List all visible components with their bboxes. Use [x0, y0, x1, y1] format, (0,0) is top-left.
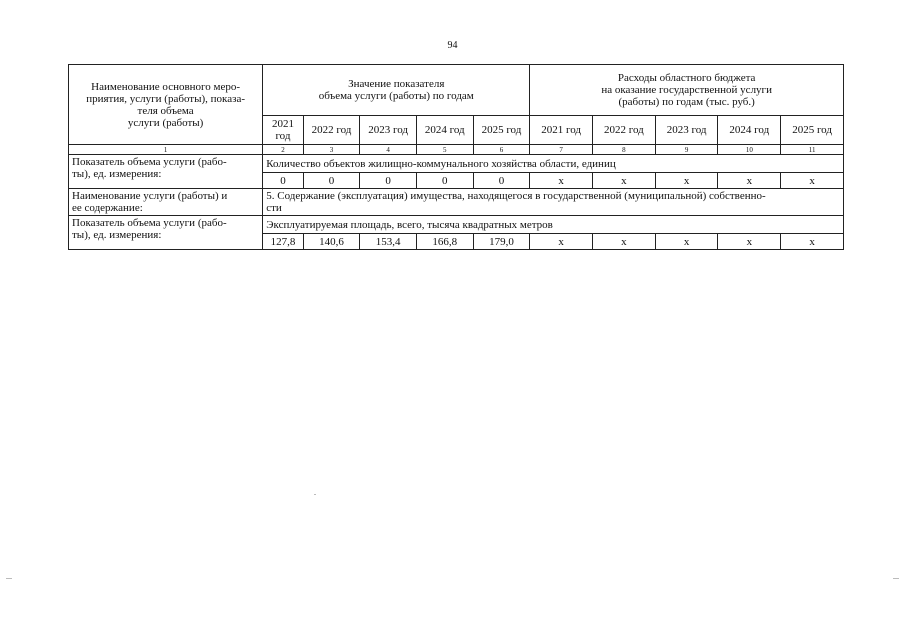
row-label-line: Показатель объема услуги (рабо- — [72, 156, 227, 168]
value-cell: х — [530, 234, 593, 250]
year-cell: 2025 год — [781, 116, 844, 145]
row-label-line: Наименование услуги (работы) и — [72, 190, 228, 202]
row-description — [263, 189, 844, 216]
year-line: 2021 — [271, 118, 294, 130]
column-number: 6 — [473, 145, 530, 155]
value-cell: 179,0 — [473, 234, 530, 250]
table-row — [69, 216, 844, 234]
column-number: 2 — [263, 145, 303, 155]
row-description-line: 5. Содержание (эксплуатация) имущества, находящегося в государственной (муниципальной) собственно- — [266, 190, 766, 202]
value-cell: х — [530, 173, 593, 189]
column-number-row — [69, 145, 844, 155]
value-cell: 0 — [473, 173, 530, 189]
header-indicator-line: объема услуги (работы) по годам — [318, 90, 474, 102]
header-budget-group — [530, 65, 844, 116]
column-number: 4 — [360, 145, 417, 155]
scan-mark — [893, 578, 899, 579]
value-cell: 153,4 — [360, 234, 417, 250]
row-description: Количество объектов жилищно-коммунального хозяйства области, единиц — [263, 155, 844, 173]
header-row — [69, 65, 844, 116]
row-label-line: ты), ед. измерения: — [72, 168, 162, 180]
year-cell: 2022 год — [303, 116, 360, 145]
scan-mark — [314, 494, 316, 495]
row-label-line: Показатель объема услуги (рабо- — [72, 217, 227, 229]
row-label — [69, 155, 263, 189]
value-cell: 0 — [303, 173, 360, 189]
column-number: 10 — [718, 145, 781, 155]
header-budget-line: на оказание государственной услуги — [601, 84, 772, 96]
header-name-column — [69, 65, 263, 145]
column-number: 1 — [69, 145, 263, 155]
row-label — [69, 216, 263, 250]
year-cell: 2025 год — [473, 116, 530, 145]
value-cell: х — [593, 234, 656, 250]
value-cell: 127,8 — [263, 234, 303, 250]
row-description-line: сти — [266, 202, 282, 214]
header-name-line: теля объема — [137, 104, 194, 117]
year-line: год — [275, 130, 291, 142]
year-cell: 2024 год — [416, 116, 473, 145]
column-number: 11 — [781, 145, 844, 155]
header-name-line: приятия, услуги (работы), показа- — [86, 92, 246, 105]
row-label — [69, 189, 263, 216]
header-indicator-line: Значение показателя — [348, 78, 445, 90]
column-number: 5 — [416, 145, 473, 155]
row-description: Эксплуатируемая площадь, всего, тысяча квадратных метров — [263, 216, 844, 234]
value-cell: х — [781, 234, 844, 250]
column-number: 9 — [655, 145, 718, 155]
column-number: 7 — [530, 145, 593, 155]
header-indicator-group — [263, 65, 530, 116]
budget-table — [68, 64, 844, 250]
value-cell: х — [593, 173, 656, 189]
value-cell: 140,6 — [303, 234, 360, 250]
page-number: 94 — [447, 40, 458, 51]
scan-mark — [6, 578, 12, 579]
value-cell: 0 — [263, 173, 303, 189]
row-label-line: ты), ед. измерения: — [72, 229, 162, 241]
value-cell: 0 — [360, 173, 417, 189]
header-name-line: Наименование основного меро- — [91, 80, 241, 93]
table-row — [69, 189, 844, 216]
column-number: 3 — [303, 145, 360, 155]
year-cell: 2024 год — [718, 116, 781, 145]
value-cell: 166,8 — [416, 234, 473, 250]
header-budget-line: Расходы областного бюджета — [617, 72, 756, 84]
year-cell: 2023 год — [655, 116, 718, 145]
row-label-line: ее содержание: — [72, 202, 143, 214]
column-number: 8 — [593, 145, 656, 155]
year-cell — [263, 116, 303, 145]
value-cell: х — [655, 173, 718, 189]
table-row — [69, 155, 844, 173]
header-budget-line: (работы) по годам (тыс. руб.) — [618, 96, 755, 108]
header-name-line: услуги (работы) — [127, 116, 204, 129]
value-cell: х — [718, 234, 781, 250]
value-cell: х — [781, 173, 844, 189]
value-cell: х — [718, 173, 781, 189]
year-cell: 2023 год — [360, 116, 417, 145]
value-cell: 0 — [416, 173, 473, 189]
year-cell: 2021 год — [530, 116, 593, 145]
value-cell: х — [655, 234, 718, 250]
year-cell: 2022 год — [593, 116, 656, 145]
